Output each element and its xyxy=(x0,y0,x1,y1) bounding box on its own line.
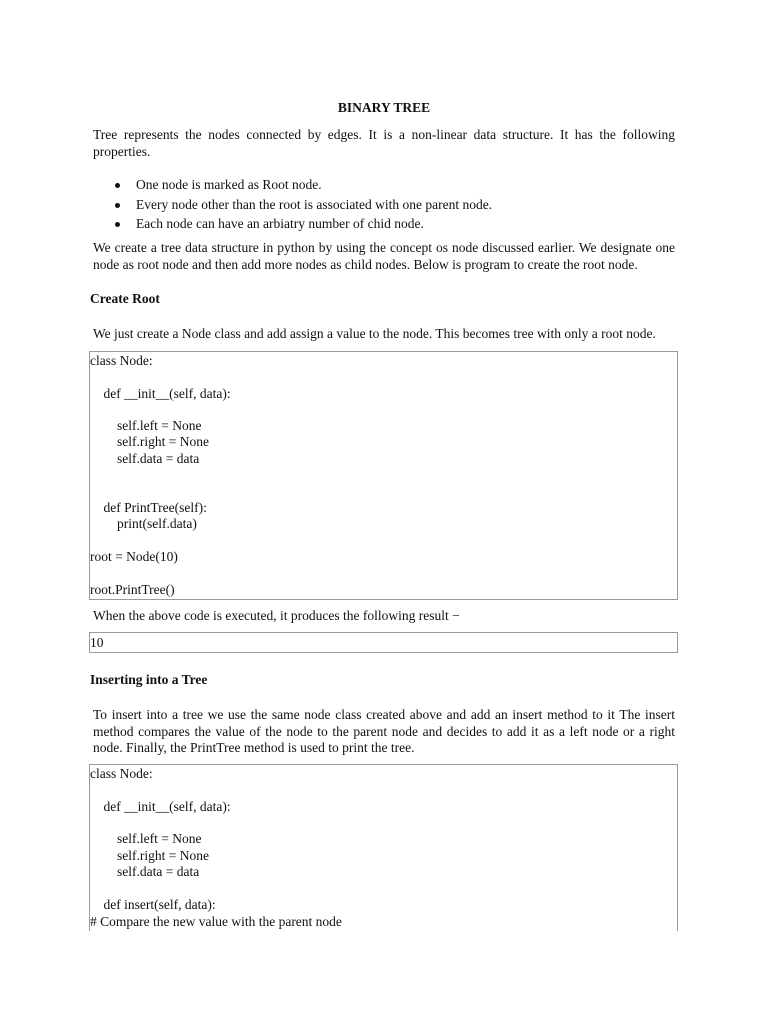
list-item: Each node can have an arbiatry number of chid node. xyxy=(93,216,653,236)
bullet-icon xyxy=(115,183,120,188)
inserting-heading: Inserting into a Tree xyxy=(90,672,208,687)
code-line: print(self.data) xyxy=(90,516,197,531)
inserting-description: To insert into a tree we use the same node class created above and add an insert method to it The insert method compares the value of the node to the parent node and decides to add it as a left node or a right node. Finally, the PrintTree method is used to print the tree. xyxy=(93,707,675,755)
result-intro: When the above code is executed, it produces the following result − xyxy=(93,608,460,623)
code-line: def __init__(self, data): xyxy=(90,386,231,401)
bullet-icon xyxy=(115,203,120,208)
code-line: self.left = None xyxy=(90,418,202,433)
description-paragraph: We create a tree data structure in python by using the concept os node discussed earlier. We designate one node as root node and then add more nodes as child nodes. Below is program to create the root node. xyxy=(93,240,675,272)
code-line: def __init__(self, data): xyxy=(90,799,231,814)
create-root-code-block xyxy=(89,351,678,600)
page-title: BINARY TREE xyxy=(337,100,431,115)
bullet-icon xyxy=(115,222,120,227)
code-line: class Node: xyxy=(90,353,153,368)
list-item: One node is marked as Root node. xyxy=(93,177,653,197)
code-line: def insert(self, data): xyxy=(90,897,216,912)
code-line: # Compare the new value with the parent node xyxy=(90,914,342,929)
code-line: self.right = None xyxy=(90,434,209,449)
code-line: self.data = data xyxy=(90,864,200,879)
code-line: def PrintTree(self): xyxy=(90,500,207,515)
code-line: self.right = None xyxy=(90,848,209,863)
code-line: class Node: xyxy=(90,766,153,781)
code-line: root = Node(10) xyxy=(90,549,178,564)
create-root-description: We just create a Node class and add assign a value to the node. This becomes tree with only a root node. xyxy=(93,326,656,341)
code-line: root.PrintTree() xyxy=(90,582,175,597)
code-line: self.left = None xyxy=(90,831,202,846)
create-root-heading: Create Root xyxy=(90,291,160,306)
code-line: self.data = data xyxy=(90,451,200,466)
properties-list xyxy=(93,177,653,236)
inserting-code-block xyxy=(89,764,678,931)
result-output-box xyxy=(89,632,678,653)
intro-paragraph: Tree represents the nodes connected by edges. It is a non-linear data structure. It has the following properties. xyxy=(93,127,675,159)
list-item: Every node other than the root is associated with one parent node. xyxy=(93,197,653,217)
result-value: 10 xyxy=(90,635,104,650)
